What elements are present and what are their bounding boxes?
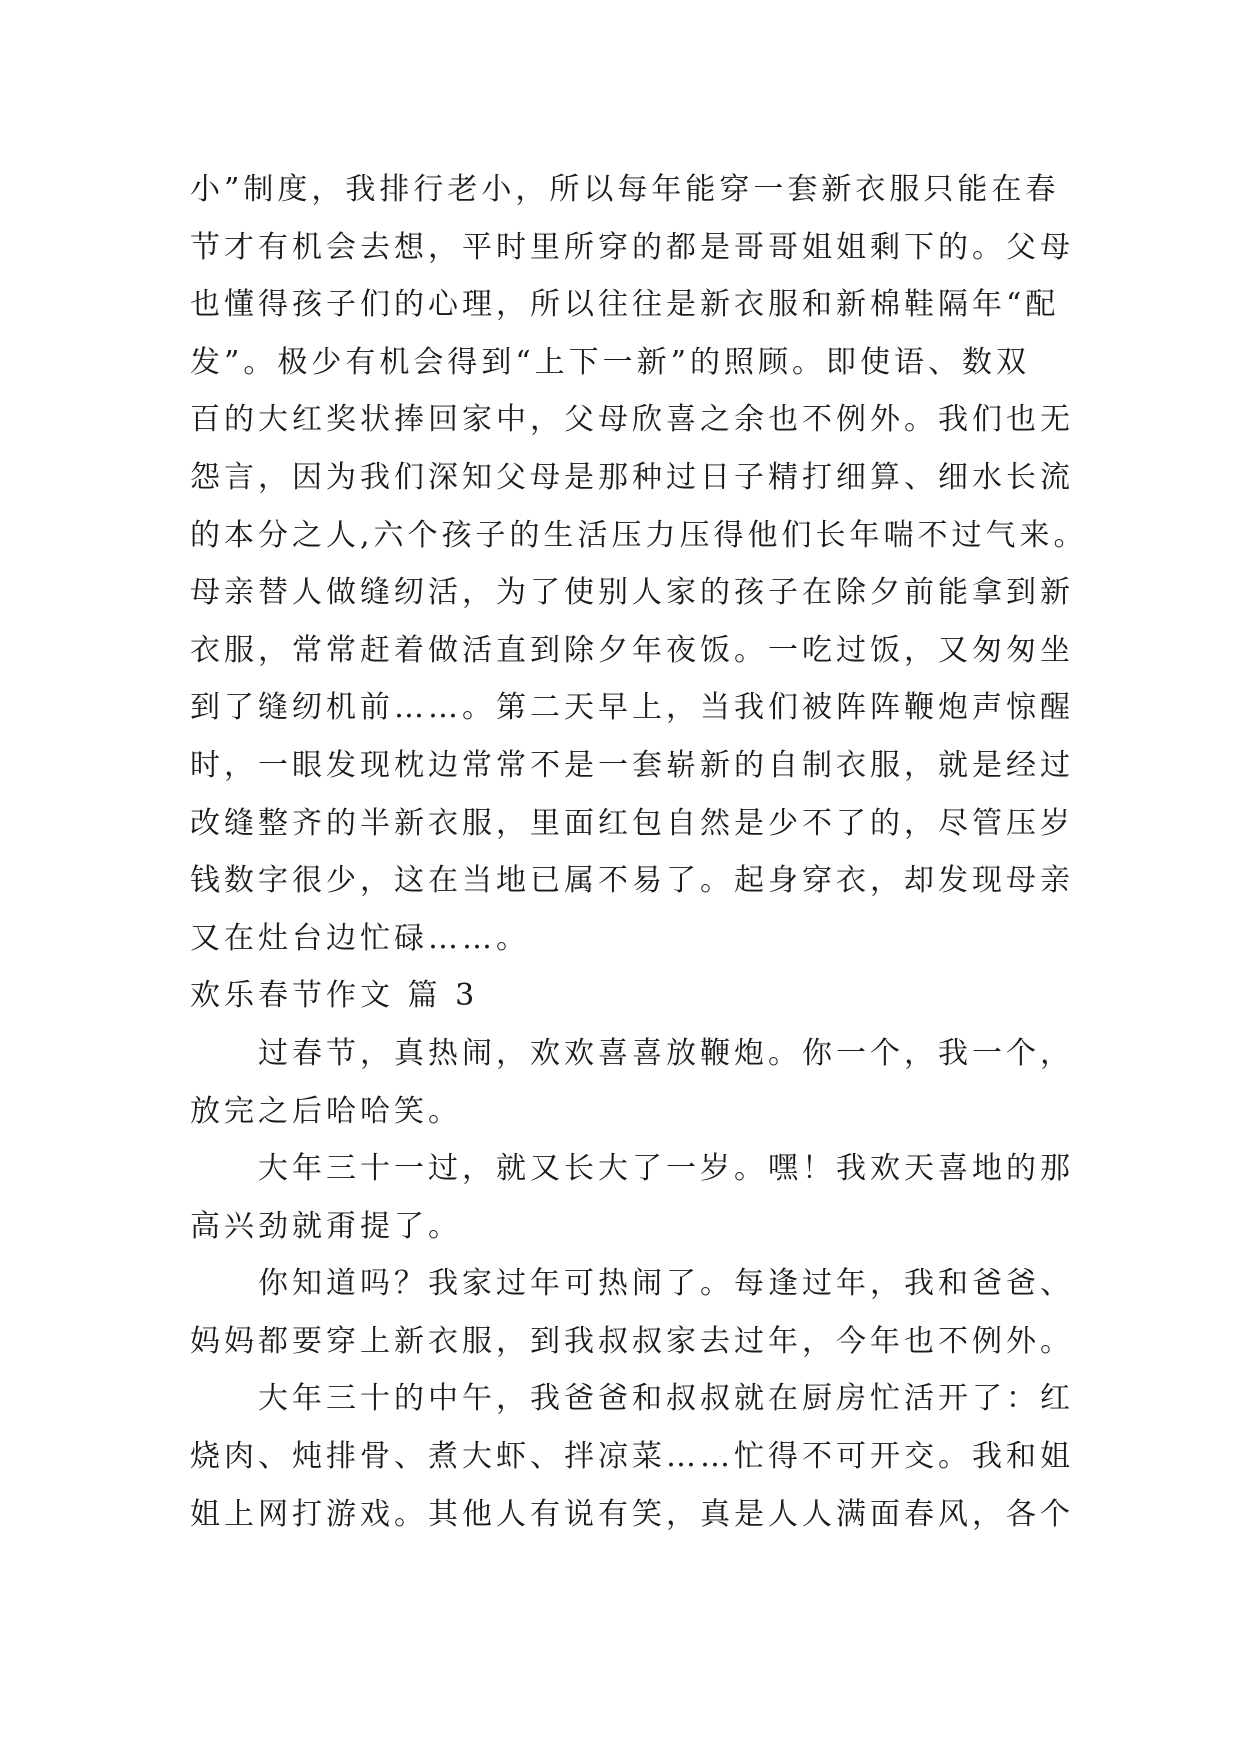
text-line: 发”。极少有机会得到“上下一新”的照顾。即使语、数双	[190, 344, 1031, 380]
text-line: 节才有机会去想，平时里所穿的都是哥哥姐姐剩下的。父母	[190, 229, 1074, 265]
text-line: 小”制度，我排行老小，所以每年能穿一套新衣服只能在春	[190, 172, 1060, 207]
text-line: 母亲替人做缝纫活，为了使别人家的孩子在除夕前能拿到新	[190, 575, 1074, 611]
paragraph-first-line: 过春节，真热闹，欢欢喜喜放鞭炮。你一个，我一个，	[258, 1035, 1074, 1071]
paragraph-first-line: 大年三十一过，就又长大了一岁。嘿！我欢天喜地的那	[258, 1151, 1074, 1187]
section-heading: 欢乐春节作文 篇 3	[190, 978, 479, 1014]
text-line: 姐上网打游戏。其他人有说有笑，真是人人满面春风，各个	[190, 1496, 1074, 1532]
text-line: 也懂得孩子们的心理，所以往往是新衣服和新棉鞋隔年“配	[190, 287, 1060, 323]
text-line: 改缝整齐的半新衣服，里面红包自然是少不了的，尽管压岁	[190, 805, 1074, 841]
text-line: 妈妈都要穿上新衣服，到我叔叔家去过年，今年也不例外。	[190, 1323, 1074, 1359]
text-line: 烧肉、炖排骨、煮大虾、拌凉菜……忙得不可开交。我和姐	[190, 1439, 1074, 1475]
text-line: 怨言，因为我们深知父母是那种过日子精打细算、细水长流	[190, 459, 1074, 495]
text-line: 又在灶台边忙碌……。	[190, 920, 530, 956]
text-line: 时，一眼发现枕边常常不是一套崭新的自制衣服，就是经过	[190, 747, 1074, 783]
document-body	[190, 161, 1088, 1543]
text-line: 钱数字很少，这在当地已属不易了。起身穿衣，却发现母亲	[190, 863, 1074, 899]
text-line: 到了缝纫机前……。第二天早上，当我们被阵阵鞭炮声惊醒	[190, 690, 1074, 726]
text-line: 百的大红奖状捧回家中，父母欣喜之余也不例外。我们也无	[190, 402, 1074, 438]
text-line: 的本分之人,六个孩子的生活压力压得他们长年喘不过气来。	[190, 517, 1088, 553]
text-line: 高兴劲就甭提了。	[190, 1208, 462, 1244]
paragraph-first-line: 你知道吗？我家过年可热闹了。每逢过年，我和爸爸、	[258, 1266, 1074, 1302]
text-line: 衣服，常常赶着做活直到除夕年夜饭。一吃过饭，又匆匆坐	[190, 632, 1074, 668]
paragraph-first-line: 大年三十的中午，我爸爸和叔叔就在厨房忙活开了：红	[258, 1381, 1074, 1417]
text-line: 放完之后哈哈笑。	[190, 1093, 462, 1129]
